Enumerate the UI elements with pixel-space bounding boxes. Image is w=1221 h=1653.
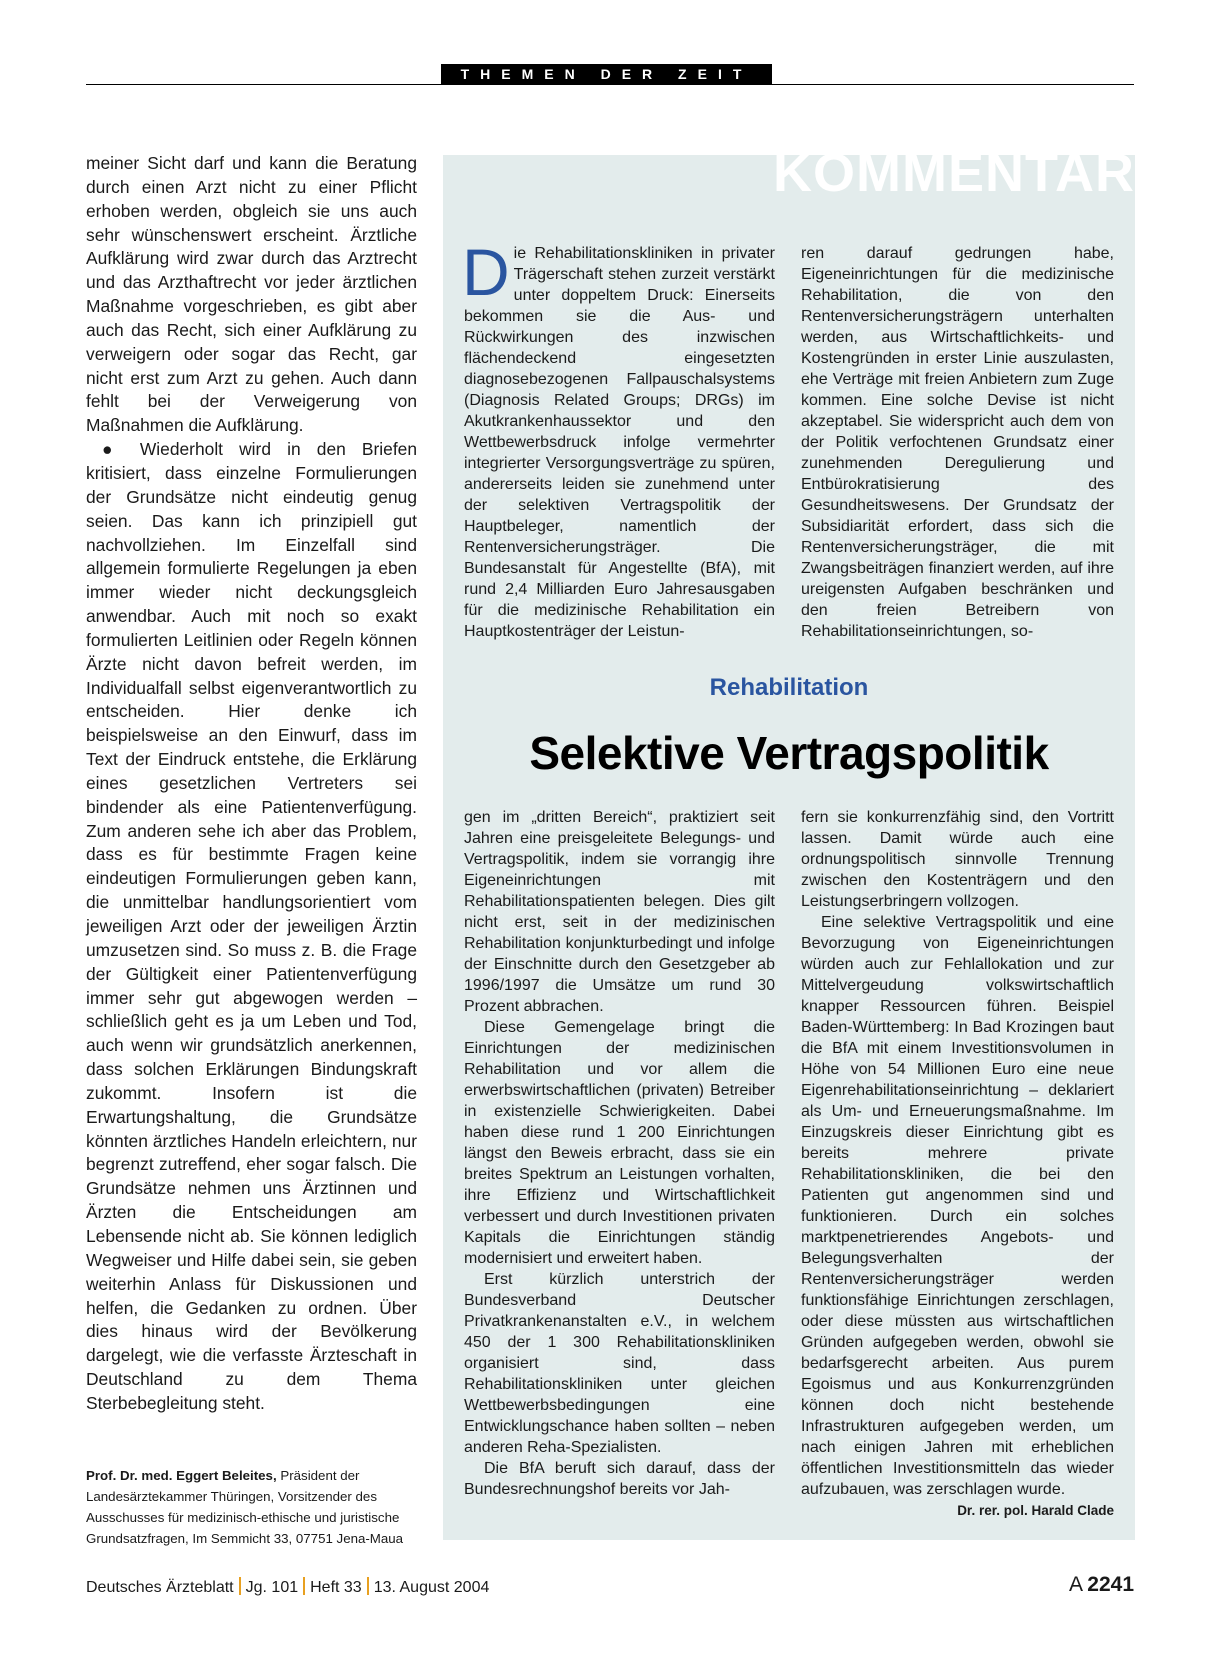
column-1-text: ie Rehabilitationskliniken in privater Trägerschaft stehen zurzeit verstärkt unter doppeltem Druck: Einerseits bekommen sie die Aus- und Rückwirkungen des inzwischen flächendeckend eingesetzten diagnosebezogenen Fallpauschalsystems (Diagnosis Related Groups; DRGs) im Akutkrankenhaussektor und den Wettbewerbsdruck infolge vermehrter integrierter Versorgungsverträge zu spüren, andererseits leiden sie zunehmend unter der selektiven Vertragspolitik der Hauptbeleger, namentlich der Rentenversicherungsträger. Die Bundesanstalt für Angestellte (BfA), mit rund 2,4 Milliarden Euro Jahresausgaben für die medizinische Rehabilitation ein Hauptkostenträger der Leistun- (464, 245, 775, 640)
column-4-paragraph-2 (801, 912, 1114, 1518)
left-column (86, 152, 417, 1416)
kommentar-column-2 (801, 243, 1114, 642)
header-rule (86, 84, 1134, 85)
left-paragraph-1: meiner Sicht darf und kann die Beratung durch einen Arzt nicht zu einer Pflicht erhoben werden, obgleich sie uns auch sehr wünschenswert erscheint. Ärztliche Aufklärung wird zwar durch das Arztrecht und das Arzthaftrecht vor jeder ärztlichen Maßnahme vorgeschrieben, es gibt aber auch das Recht, sich einer Aufklärung zu verweigern oder sogar das Recht, gar nicht erst zum Arzt zu gehen. Auch dann fehlt bei der Verweigerung von Maßnahmen die Aufklärung. (86, 153, 417, 436)
issue: Heft 33 (310, 1579, 362, 1596)
kommentar-column-3 (464, 807, 775, 1500)
footer-separator (239, 1577, 241, 1595)
column-4-paragraph-2-text: Eine selektive Vertragspolitik und eine Bevorzugung von Eigeneinrichtungen würden auch zur Fehlallokation und zur Mittelvergeudung volkswirtschaftlich knapper Ressourcen führen. Beispiel Baden-Württemberg: In Bad Krozingen baut die BfA mit einem Investitionsvolumen in Höhe von 54 Millionen Euro eine neue Eigenrehabilitationseinrichtung – deklariert als Um- und Erneuerungsmaßnahme. Im Einzugskreis dieser Einrichtung gibt es bereits mehrere private Rehabilitationskliniken, die bei den Patienten gut angenommen sind und funktionieren. Durch ein solches marktpenetrierendes Angebots- und Belegungsverhalten der Rentenversicherungsträger werden funktionsfähige Einrichtungen zerschlagen, oder diese müssten aus wirtschaftlichen Gründen aufgegeben werden, obwohl sie bedarfsgerecht arbeiten. Aus purem Egoismus und aus Konkurrenzgründen können doch nicht bestehende Infrastrukturen aufgegeben werden, um nach einigen Jahren mit erheblichen öffentlichen Investitionsmitteln das wieder aufzubauen, was zerschlagen wurde. (801, 914, 1114, 1498)
footer (86, 1577, 489, 1597)
issue-date: 13. August 2004 (373, 1579, 490, 1596)
column-3-paragraph-2: Diese Gemengelage bringt die Einrichtungen der medizinischen Rehabilitation und vor allem die erwerbswirtschaftlichen (privaten) Betreiber in existenzielle Schwierigkeiten. Dabei haben diese rund 1 200 Einrichtungen längst den Beweis erbracht, dass sie ein breites Spektrum an Leistungen vorhalten, ihre Effizienz und Wirtschaftlichkeit verbessert und durch Investitionen privaten Kapitals die Einrichtungen ständig modernisiert und erweitert haben. (464, 1019, 775, 1267)
kommentar-column-1 (462, 235, 775, 642)
bio-name: Prof. Dr. med. Eggert Beleites, (86, 1468, 277, 1483)
column-3-paragraph-3: Erst kürzlich unterstrich der Bundesverband Deutscher Privatkrankenanstalten e.V., in welchem 450 der 1 300 Rehabilitationskliniken organisiert sind, dass Rehabilitationskliniken unter gleichen Wettbewerbsbedingungen eine Entwicklungschance haben sollten – neben anderen Reha-Spezialisten. (464, 1271, 775, 1456)
volume: Jg. 101 (245, 1579, 299, 1596)
article-kicker: Rehabilitation (709, 674, 869, 701)
column-3-paragraph-4: Die BfA beruft sich darauf, dass der Bundesrechnungshof bereits vor Jah- (464, 1460, 775, 1498)
footer-separator (367, 1577, 369, 1595)
column-4-paragraph-1: fern sie konkurrenzfähig sind, den Vortritt lassen. Damit würde auch eine ordnungspolitisch sinnvolle Trennung zwischen den Kostenträgern und den Leistungserbringern vollzogen. (801, 809, 1114, 910)
footer-separator (303, 1577, 305, 1595)
bio-text: Präsident der Landesärztekammer Thüringen, Vorsitzender des Ausschusses für medizinisch-ethische und juristische Grundsatzfragen, Im Semmicht 33, 07751 Jena-Maua (86, 1468, 404, 1546)
drop-cap: D (462, 235, 510, 309)
author-bio (86, 1465, 417, 1549)
page-number-value: 2241 (1087, 1573, 1134, 1596)
article-author: Dr. rer. pol. Harald Clade (957, 1503, 1114, 1518)
page-number (1069, 1573, 1134, 1597)
column-3-paragraph-1: gen im „dritten Bereich“, praktiziert seit Jahren eine preisgeleitete Belegungs- und Vertragspolitik, indem sie vorrangig ihre Eigeneinrichtungen mit Rehabilitationspatienten belegen. Dies gilt nicht erst, seit in der medizinischen Rehabilitation konjunkturbedingt und infolge der Einschnitte durch den Gesetzgeber ab 1996/1997 die Umsätze um rund 30 Prozent abbrachen. (464, 809, 775, 1015)
article-headline: Selektive Vertragspolitik (529, 727, 1049, 779)
left-paragraph-2: ● Wiederholt wird in den Briefen kritisiert, dass einzelne Formulierungen der Grundsätze nicht eindeutig genug seien. Das kann ich prinzipiell gut nachvollziehen. Im Einzelfall sind allgemein formulierte Regelungen ja eben immer wieder nicht deckungsgleich anwendbar. Auch mit noch so exakt formulierten Leitlinien oder Regeln können Ärzte nicht davon befreit werden, im Individualfall selbst eigenverantwortlich zu entscheiden. Hier denke ich beispielsweise an den Einwurf, dass im Text der Eindruck entstehe, die Erklärung eines gesetzlichen Vertreters sei bindender als eine Patientenverfügung. Zum anderen sehe ich aber das Problem, dass es für bestimmte Fragen keine eindeutigen Formulierungen geben kann, die unmittelbar handlungsorientiert vom jeweiligen Arzt oder der jeweiligen Ärztin umzusetzen sind. So muss z. B. die Frage der Gültigkeit einer Patientenverfügung immer sehr gut abgewogen werden – schließlich geht es ja um Leben und Tod, auch wenn wir grundsätzlich anerkennen, dass solchen Erklärungen Bindungskraft zukommt. Insofern ist die Erwartungshaltung, die Grundsätze könnten ärztliches Handeln erleichtern, nur begrenzt zutreffend, eher sogar falsch. Die Grundsätze nehmen uns Ärztinnen und Ärzten die Entscheidungen am Lebensende nicht ab. Sie können lediglich Wegweiser und Hilfe dabei sein, sie geben weiterhin Anlass für Diskussionen und helfen, die Gedanken zu ordnen. Über dies hinaus wird der Bevölkerung dargelegt, wie die verfasste Ärzteschaft in Deutschland zu dem Thema Sterbebegleitung steht. (86, 439, 417, 1413)
page-prefix: A (1069, 1573, 1084, 1596)
kommentar-label: KOMMENTAR (773, 143, 1135, 198)
column-2-text: ren darauf gedrungen habe, Eigeneinrichtungen für die medizinische Rehabilitation, die von den Rentenversicherungsträgern unterhalten werden, aus Wirtschaftlichkeits- und Kostengründen in erster Linie auszulasten, ehe Verträge mit freien Anbietern zum Zuge kommen. Eine solche Devise ist nicht akzeptabel. Sie widerspricht auch dem von der Politik verfochtenen Grundsatz einer zunehmenden Deregulierung und Entbürokratisierung des Gesundheitswesens. Der Grundsatz der Subsidiarität erfordert, dass sich die Rentenversicherungsträger, die mit Zwangsbeiträgen finanziert werden, auf ihre ureigensten Aufgaben beschränken und den freien Betreibern von Rehabilitationseinrichtungen, so- (801, 245, 1114, 640)
section-label: THEMEN DER ZEIT (441, 64, 772, 84)
kommentar-column-4 (801, 807, 1114, 1521)
journal-name: Deutsches Ärzteblatt (86, 1579, 234, 1596)
